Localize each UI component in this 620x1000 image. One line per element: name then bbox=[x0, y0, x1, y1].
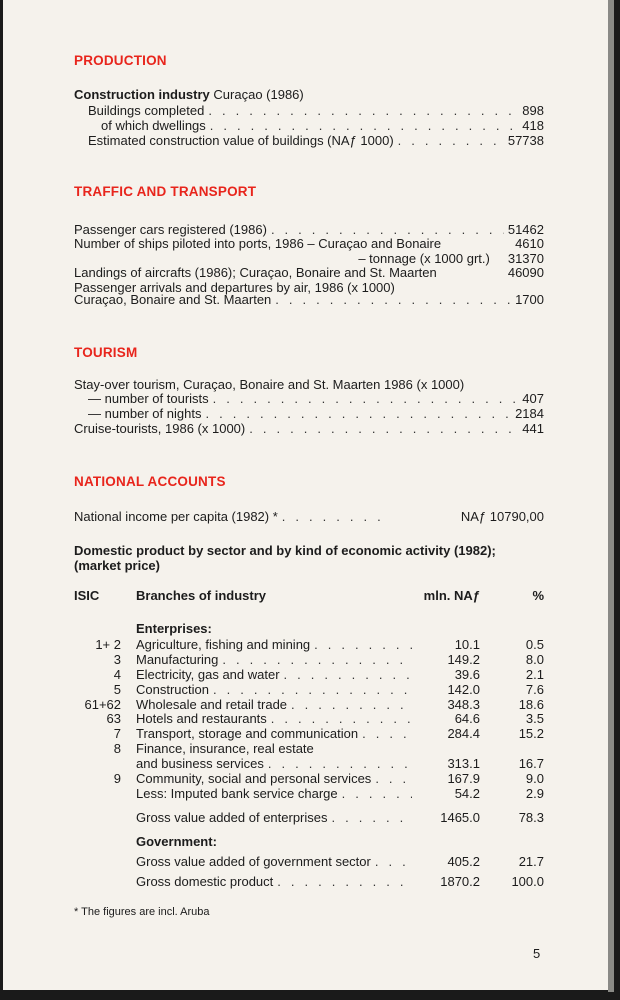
cell-isic: 3 bbox=[113, 652, 121, 667]
construction-title-bold: Construction industry bbox=[74, 87, 210, 102]
cell-pct: 21.7 bbox=[518, 854, 544, 869]
heading-tourism: TOURISM bbox=[74, 345, 138, 360]
government-label bbox=[74, 834, 544, 849]
cell-mln: 149.2 bbox=[447, 652, 480, 667]
row-stayover bbox=[74, 377, 544, 392]
row-value: 51462 bbox=[507, 222, 544, 237]
heading-national-accounts: NATIONAL ACCOUNTS bbox=[74, 474, 226, 489]
table-row bbox=[74, 697, 544, 712]
row-label: Curaçao, Bonaire and St. Maarten bbox=[74, 292, 272, 307]
row-value: 441 bbox=[522, 421, 544, 436]
construction-title bbox=[74, 87, 544, 102]
cell-mln: 10.1 bbox=[454, 637, 480, 652]
cell-pct: 18.6 bbox=[518, 697, 544, 712]
cell-pct: 2.1 bbox=[525, 667, 544, 682]
row-nights bbox=[88, 406, 544, 421]
table-row bbox=[74, 711, 544, 726]
header-isic: ISIC bbox=[74, 588, 100, 603]
row-national-income bbox=[74, 509, 544, 524]
row-value: 418 bbox=[522, 118, 544, 133]
cell-isic: 7 bbox=[113, 726, 121, 741]
section-label: Government: bbox=[136, 834, 217, 849]
cell-pct: 15.2 bbox=[518, 726, 544, 741]
cell-pct: 7.6 bbox=[525, 682, 544, 697]
row-label: Passenger arrivals and departures by air, 1986 (x 1000) bbox=[74, 280, 395, 295]
enterprises-label bbox=[74, 621, 544, 636]
cell-isic: 8 bbox=[113, 741, 121, 756]
cell-branch: Construction . . . bbox=[136, 682, 412, 697]
table-row bbox=[74, 756, 544, 771]
cell-pct: 3.5 bbox=[525, 711, 544, 726]
cell-mln: 1465.0 bbox=[440, 810, 480, 825]
construction-title-rest: Curaçao (1986) bbox=[213, 87, 304, 102]
cell-pct: 2.9 bbox=[525, 786, 544, 801]
table-row bbox=[74, 786, 544, 801]
row-label: — number of nights bbox=[88, 406, 202, 421]
footnote: * The figures are incl. Aruba bbox=[74, 906, 210, 918]
row-cruise bbox=[74, 421, 544, 436]
cell-mln: 313.1 bbox=[447, 756, 480, 771]
cell-isic: 61+62 bbox=[84, 697, 121, 712]
row-tourists bbox=[88, 391, 544, 406]
cell-branch: Agriculture, fishing and mining . . . bbox=[136, 637, 412, 652]
row-dwellings bbox=[101, 118, 544, 133]
table-row bbox=[74, 652, 544, 667]
row-label: Cruise-tourists, 1986 (x 1000) bbox=[74, 421, 246, 436]
heading-traffic: TRAFFIC AND TRANSPORT bbox=[74, 184, 257, 199]
cell-pct: 9.0 bbox=[525, 771, 544, 786]
row-label: – tonnage (x 1000 grt.) bbox=[358, 251, 490, 266]
row-value: 407 bbox=[522, 391, 544, 406]
row-construction-value bbox=[88, 133, 544, 148]
table-row bbox=[74, 726, 544, 741]
cell-mln: 167.9 bbox=[447, 771, 480, 786]
cell-isic: 4 bbox=[113, 667, 121, 682]
cell-pct: 8.0 bbox=[525, 652, 544, 667]
section-label: Enterprises: bbox=[136, 621, 212, 636]
row-label: — number of tourists bbox=[88, 391, 209, 406]
row-ships bbox=[74, 236, 544, 251]
cell-branch: Gross value added of government sector . . . bbox=[136, 854, 412, 869]
row-cars bbox=[74, 222, 544, 237]
row-label: Passenger cars registered (1986) bbox=[74, 222, 267, 237]
row-passengers-islands bbox=[74, 292, 544, 307]
row-value: 2184 bbox=[515, 406, 544, 421]
row-gross-government bbox=[74, 854, 544, 869]
cell-mln: 39.6 bbox=[454, 667, 480, 682]
row-gdp bbox=[74, 874, 544, 889]
cell-pct: 78.3 bbox=[518, 810, 544, 825]
row-label: Number of ships piloted into ports, 1986 – Curaçao and Bonaire bbox=[74, 236, 442, 251]
table-row bbox=[74, 637, 544, 652]
row-tonnage bbox=[74, 251, 544, 266]
header-pct: % bbox=[532, 588, 544, 603]
heading-production: PRODUCTION bbox=[74, 53, 167, 68]
row-value: 4610 bbox=[515, 236, 544, 251]
page-number: 5 bbox=[533, 946, 541, 961]
cell-branch: Transport, storage and communication . . . bbox=[136, 726, 412, 741]
table-header bbox=[74, 588, 544, 603]
row-label: National income per capita (1982) * bbox=[74, 509, 278, 524]
cell-mln: 1870.2 bbox=[440, 874, 480, 889]
row-value: 57738 bbox=[507, 133, 544, 148]
cell-isic: 9 bbox=[113, 771, 121, 786]
row-value: 31370 bbox=[507, 251, 544, 266]
row-label: of which dwellings bbox=[101, 118, 206, 133]
cell-isic: 63 bbox=[106, 711, 121, 726]
row-value: 1700 bbox=[515, 292, 544, 307]
row-label: Estimated construction value of buildings (NAƒ 1000) bbox=[88, 133, 394, 148]
cell-isic: 1+ 2 bbox=[95, 637, 121, 652]
row-landings bbox=[74, 265, 544, 280]
row-value: NAƒ 10790,00 bbox=[460, 509, 544, 524]
page-edge bbox=[608, 0, 614, 992]
header-mln: mln. NAƒ bbox=[423, 588, 480, 603]
cell-branch: Gross domestic product . . . bbox=[136, 874, 412, 889]
cell-pct: 0.5 bbox=[525, 637, 544, 652]
row-gross-enterprises bbox=[74, 810, 544, 825]
cell-isic: 5 bbox=[113, 682, 121, 697]
cell-branch: Hotels and restaurants . . . bbox=[136, 711, 412, 726]
cell-branch: Community, social and personal services . . . bbox=[136, 771, 412, 786]
cell-branch: Electricity, gas and water . . . bbox=[136, 667, 412, 682]
cell-branch: Wholesale and retail trade . . . bbox=[136, 697, 412, 712]
cell-mln: 54.2 bbox=[454, 786, 480, 801]
row-label: Buildings completed bbox=[88, 103, 205, 118]
cell-pct: 16.7 bbox=[518, 756, 544, 771]
row-label: Landings of aircrafts (1986); Curaçao, Bonaire and St. Maarten bbox=[74, 265, 437, 280]
cell-mln: 405.2 bbox=[447, 854, 480, 869]
table-subtitle: (market price) bbox=[74, 558, 160, 573]
row-value: 46090 bbox=[507, 265, 544, 280]
cell-mln: 348.3 bbox=[447, 697, 480, 712]
row-label: Stay-over tourism, Curaçao, Bonaire and St. Maarten 1986 (x 1000) bbox=[74, 377, 465, 392]
header-branch: Branches of industry bbox=[136, 588, 267, 603]
cell-branch: Finance, insurance, real estate bbox=[136, 741, 314, 756]
table-title: Domestic product by sector and by kind of economic activity (1982); bbox=[74, 543, 496, 558]
cell-mln: 284.4 bbox=[447, 726, 480, 741]
row-buildings bbox=[88, 103, 544, 118]
table-row bbox=[74, 741, 544, 756]
cell-branch: Less: Imputed bank service charge . . . bbox=[136, 786, 412, 801]
row-value: 898 bbox=[522, 103, 544, 118]
table-row bbox=[74, 771, 544, 786]
cell-branch: and business services . . . bbox=[136, 756, 412, 771]
table-row bbox=[74, 682, 544, 697]
table-row bbox=[74, 667, 544, 682]
cell-mln: 64.6 bbox=[454, 711, 480, 726]
cell-branch: Manufacturing . . . bbox=[136, 652, 412, 667]
cell-branch: Gross value added of enterprises . . . bbox=[136, 810, 412, 825]
cell-pct: 100.0 bbox=[511, 874, 544, 889]
cell-mln: 142.0 bbox=[447, 682, 480, 697]
document-page bbox=[3, 0, 608, 990]
